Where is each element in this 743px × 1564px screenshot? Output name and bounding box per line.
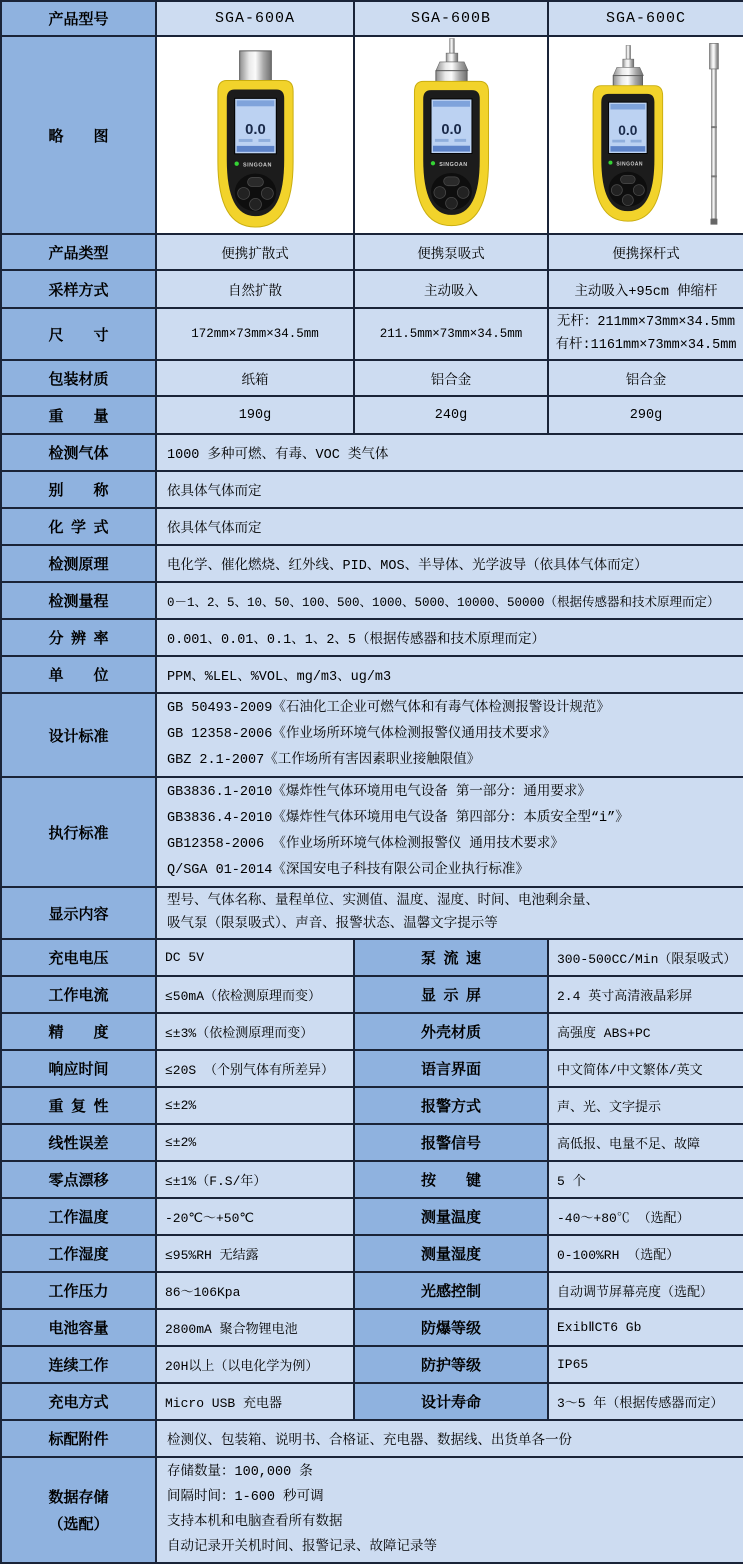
brand-text: SINGOAN — [439, 162, 468, 169]
row-charge-voltage-pump-flow — [1, 939, 743, 976]
row-packaging-material — [1, 360, 743, 396]
label-shell-material: 外壳材质 — [354, 1013, 548, 1050]
label-detected-gas: 检测气体 — [1, 434, 156, 471]
row-sampling-method — [1, 270, 743, 308]
value-cell: Micro USB 充电器 — [156, 1383, 354, 1420]
standard-line: GBZ 2.1-2007《工作场所有害因素职业接触限值》 — [167, 753, 481, 768]
value-cell: 中文简体/中文繁体/英文 — [548, 1050, 743, 1087]
value-cell: 自然扩散 — [156, 270, 354, 308]
value-cell: 172mm×73mm×34.5mm — [156, 308, 354, 360]
label-measure-temp: 测量温度 — [354, 1198, 548, 1235]
value-cell: 240g — [354, 396, 548, 434]
device-a-illustration — [157, 37, 353, 233]
row-working-pressure-light-control — [1, 1272, 743, 1309]
row-detection-range — [1, 582, 743, 619]
value-cell: ≤95%RH 无结露 — [156, 1235, 354, 1272]
label-working-pressure: 工作压力 — [1, 1272, 156, 1309]
brand-text: SINGOAN — [616, 161, 643, 168]
pump-probe — [436, 39, 468, 83]
row-design-standards — [1, 693, 743, 777]
value-cell: 高强度 ABS+PC — [548, 1013, 743, 1050]
value-cell: 便携探杆式 — [548, 234, 743, 270]
label-product-type: 产品类型 — [1, 234, 156, 270]
status-led — [235, 162, 239, 166]
value-cell: ≤±2% — [156, 1124, 354, 1161]
label-working-humidity: 工作湿度 — [1, 1235, 156, 1272]
label-alarm-mode: 报警方式 — [354, 1087, 548, 1124]
label-chemical-formula: 化学式 — [1, 508, 156, 545]
row-execution-standards — [1, 777, 743, 887]
label-product-model: 产品型号 — [1, 1, 156, 36]
storage-line: 间隔时间：1-600 秒可调 — [167, 1490, 324, 1505]
value-cell: 声、光、文字提示 — [548, 1087, 743, 1124]
row-detected-gas — [1, 434, 743, 471]
value-cell: ≤±3%（依检测原理而变） — [156, 1013, 354, 1050]
label-pump-flow: 泵流速 — [354, 939, 548, 976]
label-weight: 重量 — [1, 396, 156, 434]
value-cell: 86～106Kpa — [156, 1272, 354, 1309]
label-repeatability: 重复性 — [1, 1087, 156, 1124]
label-zero-drift: 零点漂移 — [1, 1161, 156, 1198]
label-alarm-signal: 报警信号 — [354, 1124, 548, 1161]
label-dimensions: 尺寸 — [1, 308, 156, 360]
value-cell — [548, 308, 743, 360]
value-cell: DC 5V — [156, 939, 354, 976]
label-display-screen: 显示屏 — [354, 976, 548, 1013]
label-protection-grade: 防护等级 — [354, 1346, 548, 1383]
row-data-storage — [1, 1457, 743, 1563]
value-cell: 电化学、催化燃烧、红外线、PID、MOS、半导体、光学波导（依具体气体而定） — [156, 545, 743, 582]
standard-line: GB3836.1-2010《爆炸性气体环境用电气设备 第一部分：通用要求》 — [167, 785, 591, 800]
device-screen — [609, 102, 647, 153]
label-resolution: 分辨率 — [1, 619, 156, 656]
dimensions-with-rod: 有杆:1161mm×73mm×34.5mm — [555, 338, 737, 353]
sensor-cap — [240, 51, 272, 82]
label-sketch: 略图 — [1, 36, 156, 234]
value-cell: 190g — [156, 396, 354, 434]
label-continuous-work: 连续工作 — [1, 1346, 156, 1383]
status-led — [608, 161, 612, 165]
device-keypad — [609, 172, 647, 207]
device-screen — [431, 99, 472, 154]
data-storage-title: 数据存储 — [48, 1489, 109, 1506]
standard-line: GB 50493-2009《石油化工企业可燃气体和有毒气体检测报警设计规范》 — [167, 701, 610, 716]
label-sampling-method: 采样方式 — [1, 270, 156, 308]
label-light-control: 光感控制 — [354, 1272, 548, 1309]
label-language-ui: 语言界面 — [354, 1050, 548, 1087]
label-charge-voltage: 充电电压 — [1, 939, 156, 976]
storage-line: 支持本机和电脑查看所有数据 — [167, 1515, 343, 1530]
value-cell: 铝合金 — [548, 360, 743, 396]
row-display-content — [1, 887, 743, 939]
value-cell: ≤±1%（F.S/年） — [156, 1161, 354, 1198]
row-accuracy-shell-material — [1, 1013, 743, 1050]
value-cell: 0－1、2、5、10、50、100、500、1000、5000、10000、50000（根据传感器和技术原理而定） — [156, 582, 743, 619]
row-detection-principle — [1, 545, 743, 582]
storage-line: 存储数量：100,000 条 — [167, 1465, 313, 1480]
value-cell: 纸箱 — [156, 360, 354, 396]
telescopic-rod — [710, 43, 719, 224]
value-cell: 300-500CC/Min（限泵吸式） — [548, 939, 743, 976]
label-linearity-error: 线性误差 — [1, 1124, 156, 1161]
row-sketch — [1, 36, 743, 234]
value-cell: 主动吸入+95cm 伸缩杆 — [548, 270, 743, 308]
device-keypad — [235, 174, 277, 212]
row-response-time-language — [1, 1050, 743, 1087]
label-unit: 单位 — [1, 656, 156, 693]
value-cell: 自动调节屏幕亮度（选配） — [548, 1272, 743, 1309]
device-screen — [235, 98, 277, 153]
standard-line: GB3836.4-2010《爆炸性气体环境用电气设备 第四部分：本质安全型“i”》 — [167, 811, 629, 826]
standard-line: GB 12358-2006《作业场所环境气体检测报警仪通用技术要求》 — [167, 727, 556, 742]
value-cell: 211.5mm×73mm×34.5mm — [354, 308, 548, 360]
dimensions-no-rod: 无杆：211mm×73mm×34.5mm — [556, 315, 736, 330]
label-response-time: 响应时间 — [1, 1050, 156, 1087]
label-measure-humidity: 测量湿度 — [354, 1235, 548, 1272]
value-cell: 高低报、电量不足、故障 — [548, 1124, 743, 1161]
value-cell: 20H以上（以电化学为例） — [156, 1346, 354, 1383]
label-detection-range: 检测量程 — [1, 582, 156, 619]
label-working-current: 工作电流 — [1, 976, 156, 1013]
value-cell — [156, 1457, 743, 1563]
label-design-life: 设计寿命 — [354, 1383, 548, 1420]
row-linearity-alarm-signal — [1, 1124, 743, 1161]
value-cell: 2800mA 聚合物锂电池 — [156, 1309, 354, 1346]
value-cell: 0-100%RH （选配） — [548, 1235, 743, 1272]
row-product-model — [1, 1, 743, 36]
storage-line: 自动记录开关机时间、报警记录、故障记录等 — [167, 1540, 437, 1555]
value-cell: 290g — [548, 396, 743, 434]
row-working-humidity-measure-humidity — [1, 1235, 743, 1272]
pump-probe — [613, 45, 643, 86]
value-cell: 3～5 年（根据传感器而定） — [548, 1383, 743, 1420]
status-led — [431, 161, 435, 165]
screen-reading: 0.0 — [618, 123, 638, 139]
value-cell: ≤20S （个别气体有所差异） — [156, 1050, 354, 1087]
row-zero-drift-buttons — [1, 1161, 743, 1198]
row-working-temp-measure-temp — [1, 1198, 743, 1235]
sketch-cell-c — [548, 36, 743, 234]
row-alias — [1, 471, 743, 508]
standard-line: GB12358-2006 《作业场所环境气体检测报警仪 通用技术要求》 — [167, 837, 564, 852]
value-cell: ExibⅡCT6 Gb — [548, 1309, 743, 1346]
standard-line: Q/SGA 01-2014《深国安电子科技有限公司企业执行标准》 — [167, 863, 529, 878]
row-weight — [1, 396, 743, 434]
value-cell: PPM、%LEL、%VOL、mg/m3、ug/m3 — [156, 656, 743, 693]
device-c-illustration — [549, 37, 743, 233]
model-a-cell: SGA-600A — [156, 1, 354, 36]
model-c-cell: SGA-600C — [548, 1, 743, 36]
screen-reading: 0.0 — [245, 122, 266, 139]
value-cell: 0.001、0.01、0.1、1、2、5（根据传感器和技术原理而定） — [156, 619, 743, 656]
label-detection-principle: 检测原理 — [1, 545, 156, 582]
sketch-cell-a — [156, 36, 354, 234]
model-b-cell: SGA-600B — [354, 1, 548, 36]
row-dimensions — [1, 308, 743, 360]
label-execution-standards: 执行标准 — [1, 777, 156, 887]
row-standard-accessories — [1, 1420, 743, 1457]
label-charge-method: 充电方式 — [1, 1383, 156, 1420]
label-buttons: 按键 — [354, 1161, 548, 1198]
value-cell — [156, 777, 743, 887]
row-resolution — [1, 619, 743, 656]
row-repeatability-alarm-mode — [1, 1087, 743, 1124]
value-cell: -40～+80℃ （选配） — [548, 1198, 743, 1235]
row-battery-explosion-proof — [1, 1309, 743, 1346]
value-cell — [156, 693, 743, 777]
value-cell: 主动吸入 — [354, 270, 548, 308]
value-cell: 便携扩散式 — [156, 234, 354, 270]
value-cell: IP65 — [548, 1346, 743, 1383]
value-cell: 1000 多种可燃、有毒、VOC 类气体 — [156, 434, 743, 471]
row-charge-method-design-life — [1, 1383, 743, 1420]
row-continuous-work-protection-grade — [1, 1346, 743, 1383]
row-unit — [1, 656, 743, 693]
value-cell: 依具体气体而定 — [156, 508, 743, 545]
brand-text: SINGOAN — [243, 162, 272, 169]
row-working-current-display-screen — [1, 976, 743, 1013]
label-accuracy: 精度 — [1, 1013, 156, 1050]
value-cell: 依具体气体而定 — [156, 471, 743, 508]
sketch-cell-b — [354, 36, 548, 234]
value-cell: 铝合金 — [354, 360, 548, 396]
label-packaging-material: 包装材质 — [1, 360, 156, 396]
device-b-illustration — [355, 37, 547, 233]
label-standard-accessories: 标配附件 — [1, 1420, 156, 1457]
value-cell: 5 个 — [548, 1161, 743, 1198]
label-display-content: 显示内容 — [1, 887, 156, 939]
value-cell: ≤50mA（依检测原理而变） — [156, 976, 354, 1013]
label-data-storage — [1, 1457, 156, 1563]
row-product-type — [1, 234, 743, 270]
screen-reading: 0.0 — [441, 122, 462, 139]
value-cell: 2.4 英寸高清液晶彩屏 — [548, 976, 743, 1013]
label-alias: 别称 — [1, 471, 156, 508]
label-explosion-proof-grade: 防爆等级 — [354, 1309, 548, 1346]
row-chemical-formula — [1, 508, 743, 545]
display-content-line: 吸气泵（限泵吸式）、声音、报警状态、温馨文字提示等 — [167, 917, 498, 932]
value-cell: 检测仪、包装箱、说明书、合格证、充电器、数据线、出货单各一份 — [156, 1420, 743, 1457]
value-cell: -20℃～+50℃ — [156, 1198, 354, 1235]
device-keypad — [431, 173, 472, 210]
label-working-temp: 工作温度 — [1, 1198, 156, 1235]
value-cell — [156, 887, 743, 939]
display-content-line: 型号、气体名称、量程单位、实测值、温度、湿度、时间、电池剩余量、 — [167, 894, 599, 909]
label-battery-capacity: 电池容量 — [1, 1309, 156, 1346]
label-design-standards: 设计标准 — [1, 693, 156, 777]
value-cell: ≤±2% — [156, 1087, 354, 1124]
data-storage-optional: （选配） — [48, 1516, 109, 1533]
value-cell: 便携泵吸式 — [354, 234, 548, 270]
